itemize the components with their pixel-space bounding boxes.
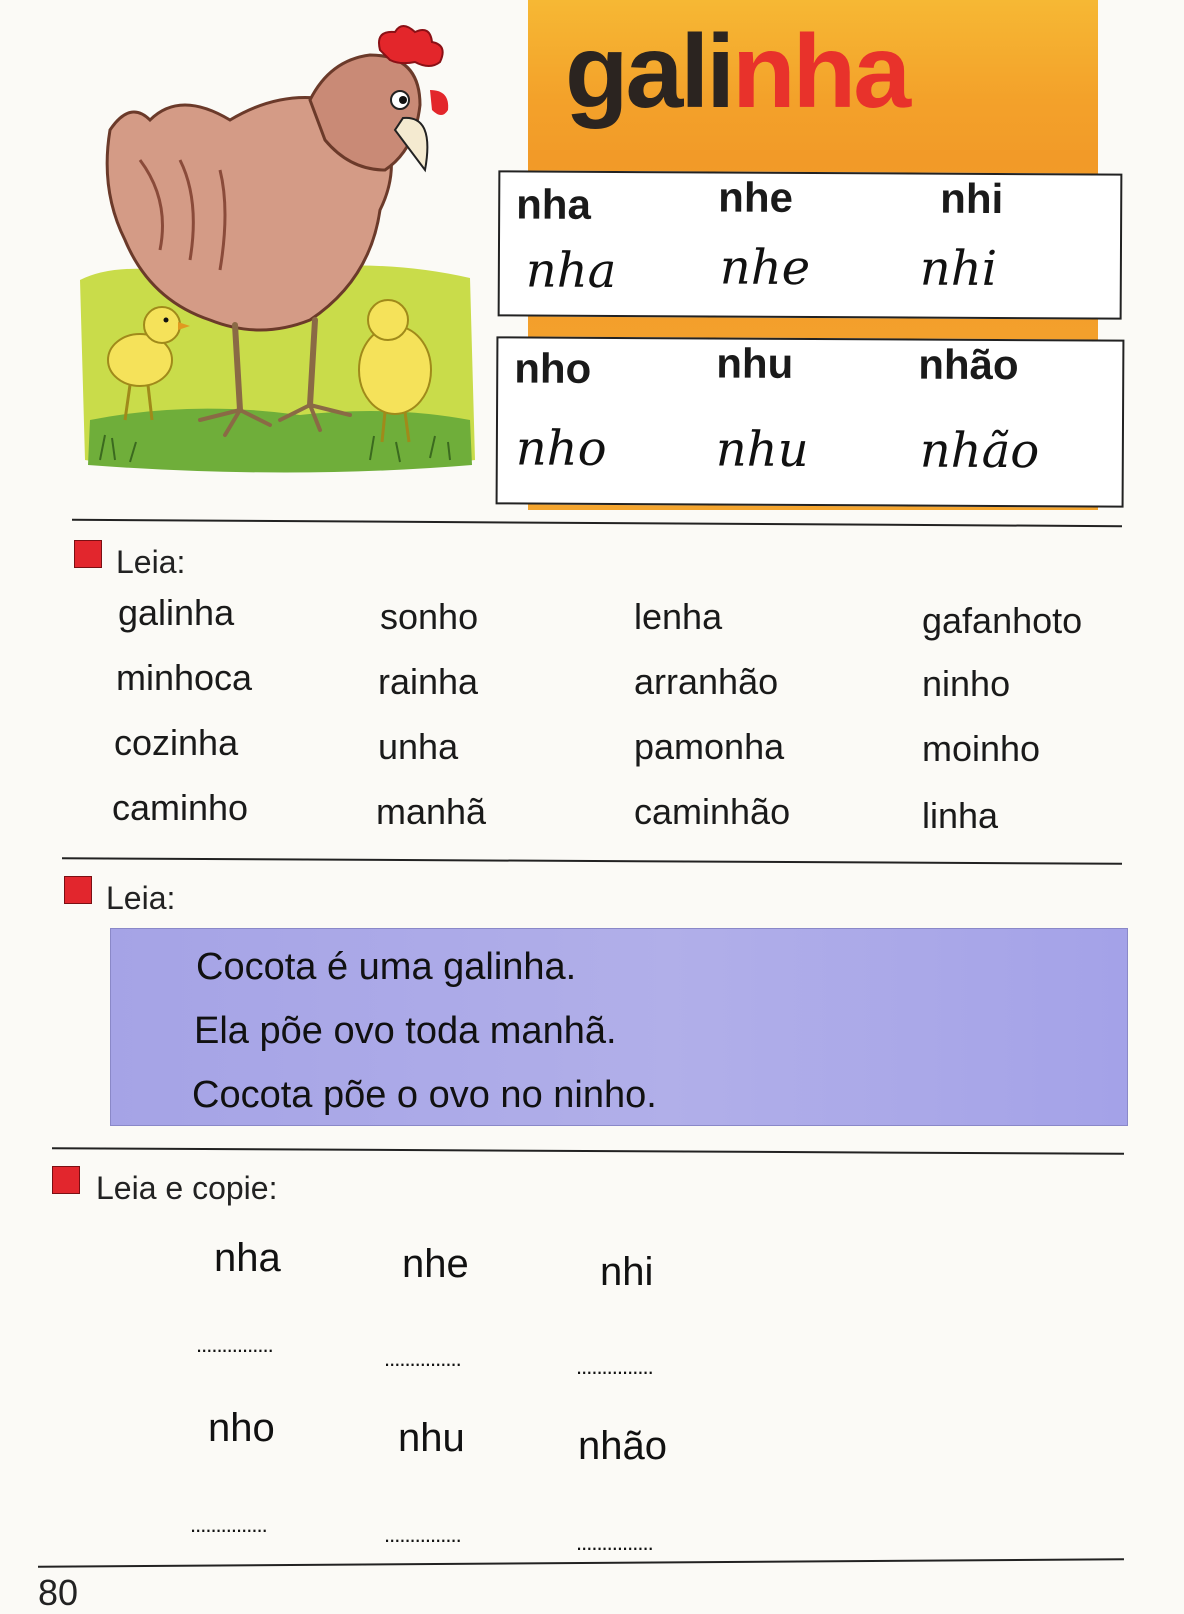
- syllable-print: nho: [514, 344, 592, 392]
- word: caminho: [112, 787, 249, 828]
- page-number: 80: [38, 1572, 79, 1613]
- word: rainha: [378, 661, 479, 702]
- sentence: Cocota é uma galinha.: [196, 946, 577, 988]
- word: pamonha: [634, 726, 785, 767]
- bullet-icon: [64, 876, 92, 904]
- word: sonho: [380, 596, 479, 637]
- copy-syllable: nhão: [578, 1424, 667, 1468]
- syllable-print: nhu: [716, 339, 794, 387]
- section-label: Leia e copie:: [96, 1170, 278, 1206]
- word: arranhão: [634, 661, 779, 702]
- copy-blank[interactable]: ...............: [576, 1530, 653, 1555]
- syllable-print: nhe: [718, 173, 794, 221]
- word: cozinha: [114, 722, 239, 763]
- bullet-icon: [52, 1166, 80, 1194]
- syllable-print: nhão: [918, 340, 1019, 389]
- title-accent: nha: [732, 14, 909, 130]
- word: galinha: [118, 592, 235, 633]
- word: caminhão: [634, 791, 791, 832]
- copy-syllable: nha: [214, 1236, 281, 1280]
- section-label: Leia:: [106, 880, 176, 916]
- page-title: [565, 14, 909, 130]
- syllable-box-top: [498, 170, 1123, 319]
- hen-illustration: [70, 20, 490, 490]
- word: unha: [378, 726, 459, 767]
- word: manhã: [376, 791, 487, 832]
- sentence: Cocota põe o ovo no ninho.: [192, 1074, 657, 1116]
- word: gafanhoto: [922, 600, 1083, 641]
- copy-blank[interactable]: ...............: [384, 1522, 461, 1547]
- copy-blank[interactable]: ...............: [384, 1346, 461, 1371]
- copy-blank[interactable]: ...............: [576, 1354, 653, 1379]
- word: minhoca: [116, 657, 253, 698]
- syllable-cursive: nhão: [919, 422, 1040, 480]
- copy-syllable: nhe: [402, 1242, 469, 1286]
- syllable-cursive: nho: [515, 420, 607, 477]
- section-divider: [62, 857, 1122, 865]
- sentence: Ela põe ovo toda manhã.: [194, 1010, 617, 1052]
- word: ninho: [922, 663, 1011, 704]
- syllable-print: nha: [516, 180, 592, 228]
- syllable-cursive: nhe: [719, 239, 811, 297]
- bullet-icon: [74, 540, 102, 568]
- title-base: gali: [565, 14, 733, 130]
- copy-syllable: nhu: [398, 1416, 465, 1460]
- copy-blank[interactable]: ...............: [190, 1512, 267, 1537]
- word: linha: [922, 795, 999, 836]
- copy-syllable: nhi: [600, 1250, 654, 1294]
- copy-syllable: nho: [208, 1406, 275, 1450]
- section-divider: [52, 1147, 1124, 1155]
- section-divider: [72, 519, 1122, 527]
- syllable-box-bottom: [496, 336, 1125, 507]
- section-label: Leia:: [116, 544, 186, 580]
- bottom-divider: [38, 1558, 1124, 1568]
- syllable-cursive: nha: [525, 242, 617, 299]
- word: moinho: [922, 728, 1041, 769]
- syllable-cursive: nhi: [919, 240, 998, 297]
- word: lenha: [634, 596, 723, 637]
- copy-blank[interactable]: ...............: [196, 1332, 273, 1357]
- syllable-print: nhi: [940, 174, 1004, 223]
- syllable-cursive: nhu: [715, 421, 809, 478]
